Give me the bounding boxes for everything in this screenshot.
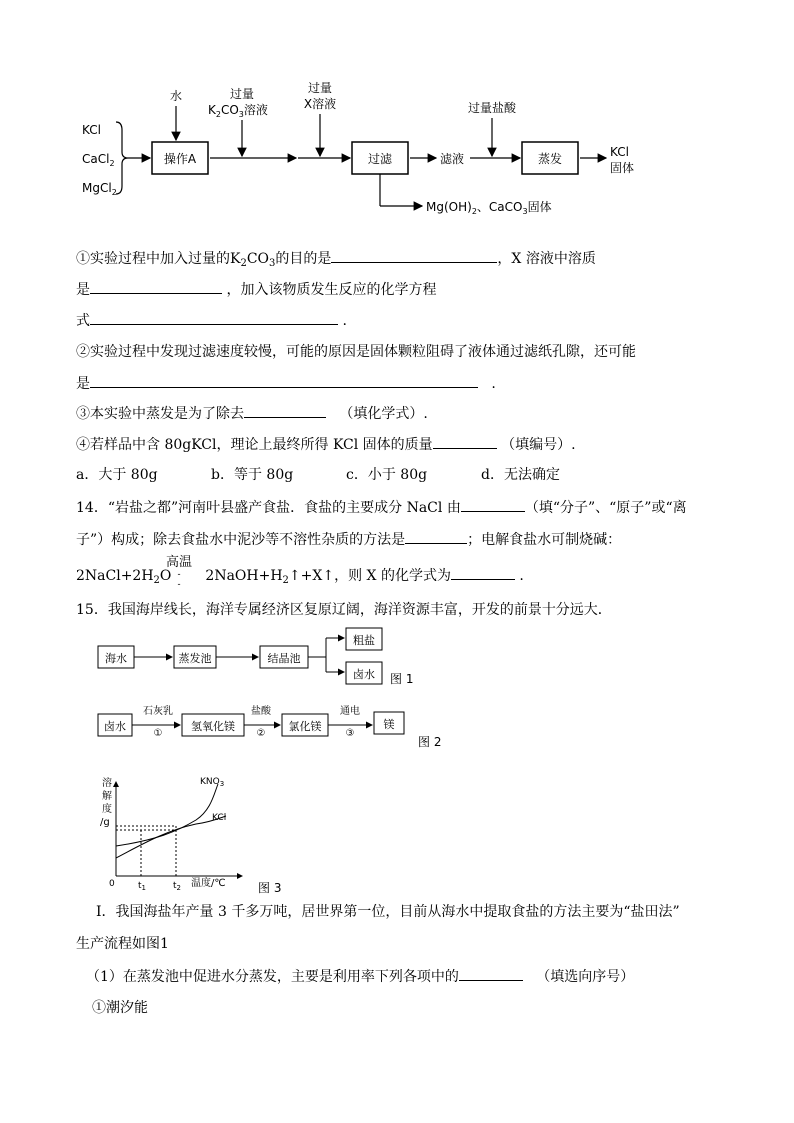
mgcl-label: 氯化镁 bbox=[288, 720, 322, 733]
x-label: X溶液 bbox=[303, 97, 337, 111]
q15-part1-line1: Ⅰ．我国海盐年产量 3 千多万吨，居世界第一位，目前从海水中提取食盐的方法主要为“盐田法” bbox=[96, 904, 680, 920]
hcl-label: 过量盐酸 bbox=[467, 101, 517, 115]
figure1-caption: 图 1 bbox=[390, 672, 414, 686]
svg-text:度: 度 bbox=[102, 804, 112, 815]
answer-blank[interactable] bbox=[244, 403, 326, 418]
t2-label: $t_2$ bbox=[173, 881, 181, 892]
filtrate-label: 滤液 bbox=[440, 152, 465, 166]
q13-line6: ③本实验中蒸发是为了除去 （填化学式）. bbox=[76, 403, 428, 424]
k2co3-label: $K_2CO_3$溶液 bbox=[208, 103, 268, 119]
step3-label: ③ bbox=[345, 728, 355, 739]
filter-label: 过滤 bbox=[367, 152, 393, 166]
mgoh-label: 氢氧化镁 bbox=[191, 720, 235, 733]
q13-line7: ④若样品中含 80gKCl，理论上最终所得 KCl 固体的质量 （填编号）. bbox=[76, 434, 576, 455]
step2-label: ② bbox=[256, 728, 266, 739]
q14-line1: 14．“岩盐之都”河南叶县盛产食盐．食盐的主要成分 NaCl 由 （填“分子”、“原子”或“离 bbox=[76, 497, 687, 518]
k2co3-label-top: 过量 bbox=[229, 87, 255, 101]
input-cacl2: CaCl$_2$ bbox=[82, 152, 115, 168]
answer-blank[interactable] bbox=[461, 497, 525, 512]
option-a: a．大于 80g bbox=[76, 467, 158, 483]
kcl-product-label: KCl bbox=[610, 145, 629, 159]
reaction-condition: 高温 - - bbox=[165, 555, 192, 590]
q14-equation: $2NaCl+2H_2O$ $2NaOH+H_2↑+X↑$，则 X 的化学式为 . bbox=[76, 565, 524, 591]
kcl-product-solid: 固体 bbox=[610, 161, 635, 175]
answer-blank[interactable] bbox=[90, 279, 222, 294]
operation-a-label: 操作A bbox=[163, 152, 197, 166]
t1-label: $t_1$ bbox=[138, 881, 146, 892]
q13-line2: 是 ，加入该物质发生反应的化学方程 bbox=[76, 279, 436, 300]
lime-label: 石灰乳 bbox=[143, 706, 173, 717]
figure1-salt-flow bbox=[96, 626, 426, 690]
figure2-caption: 图 2 bbox=[418, 735, 442, 749]
input-mgcl2: MgCl$_2$ bbox=[82, 181, 117, 197]
q13-line5: 是 . bbox=[76, 373, 496, 394]
evap-pool-label: 蒸发池 bbox=[178, 652, 212, 665]
q13-options bbox=[76, 465, 560, 485]
seawater-label: 海水 bbox=[105, 652, 127, 665]
crude-salt-label: 粗盐 bbox=[353, 634, 375, 647]
q13-line3: 式 . bbox=[76, 310, 347, 331]
answer-blank[interactable] bbox=[451, 565, 515, 580]
kno3-curve bbox=[116, 784, 218, 846]
input-brace bbox=[116, 122, 128, 194]
fig2-brine-label: 卤水 bbox=[104, 720, 126, 733]
q15-option1: ①潮汐能 bbox=[92, 1000, 148, 1016]
input-kcl: KCl bbox=[82, 123, 101, 137]
answer-blank[interactable] bbox=[331, 248, 497, 263]
x-label-top: 过量 bbox=[307, 81, 333, 95]
water-label: 水 bbox=[169, 89, 183, 103]
answer-blank[interactable] bbox=[90, 310, 338, 325]
step1-label: ① bbox=[153, 728, 163, 739]
precipitate-label: $Mg(OH)_2$、CaCO$_3$固体 bbox=[426, 200, 552, 216]
q15-part1-line2: 生产流程如图1 bbox=[76, 936, 169, 952]
brine-label: 卤水 bbox=[353, 668, 375, 681]
q15-question1: （1）在蒸发池中促进水分蒸发，主要是利用率下列各项中的 （填选向序号） bbox=[86, 966, 634, 987]
evaporation-label: 蒸发 bbox=[537, 152, 563, 166]
svg-text:解: 解 bbox=[102, 791, 112, 802]
svg-text:溶: 溶 bbox=[102, 778, 112, 789]
purification-flow-diagram bbox=[70, 80, 670, 230]
crystal-pool-label: 结晶池 bbox=[267, 652, 301, 665]
figure3-caption: 图 3 bbox=[258, 881, 282, 895]
option-d: d．无法确定 bbox=[481, 467, 560, 483]
x-axis-label: 温度/℃ bbox=[191, 878, 226, 889]
figure2-mg-flow bbox=[96, 704, 456, 752]
q13-line4: ②实验过程中发现过滤速度较慢，可能的原因是固体颗粒阻碍了液体通过滤纸孔隙，还可能 bbox=[76, 344, 636, 360]
mg-label: 镁 bbox=[383, 718, 395, 731]
answer-blank[interactable] bbox=[90, 373, 478, 388]
q14-line2: 子”）构成；除去食盐水中泥沙等不溶性杂质的方法是 ；电解食盐水可制烧碱： bbox=[76, 529, 621, 550]
electrolysis-label: 通电 bbox=[340, 706, 360, 717]
kcl-curve-label: KCl bbox=[212, 813, 227, 823]
origin-label: 0 bbox=[109, 879, 115, 889]
svg-text:/g: /g bbox=[100, 817, 110, 828]
kno3-curve-label: $KNO_3$ bbox=[200, 777, 225, 788]
answer-blank[interactable] bbox=[405, 529, 467, 544]
fig2-hcl-label: 盐酸 bbox=[251, 706, 271, 717]
option-c: c．小于 80g bbox=[346, 467, 428, 483]
q13-line1: ①实验过程中加入过量的$K_2CO_3$的目的是 ，X 溶液中溶质 bbox=[76, 248, 596, 274]
answer-blank[interactable] bbox=[459, 966, 523, 981]
answer-blank[interactable] bbox=[433, 434, 497, 449]
q15-intro: 15．我国海岸线长，海洋专属经济区复原辽阔，海洋资源丰富，开发的前景十分远大． bbox=[76, 602, 612, 618]
figure3-solubility-chart bbox=[96, 772, 286, 898]
kcl-curve bbox=[116, 816, 226, 858]
option-b: b．等于 80g bbox=[211, 467, 294, 483]
